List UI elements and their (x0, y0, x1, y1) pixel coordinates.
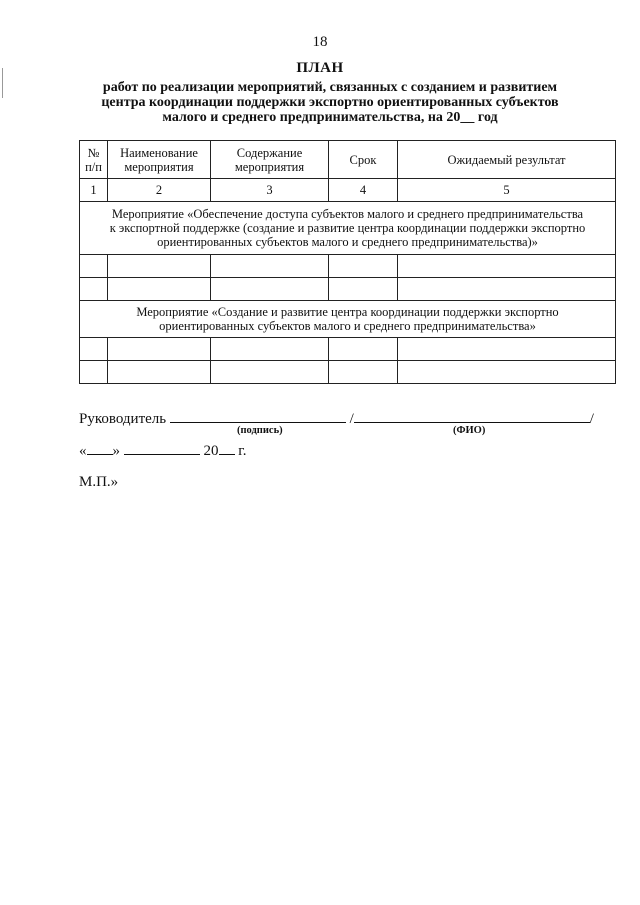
table-cell (80, 255, 108, 278)
year-prefix: 20 (203, 443, 219, 459)
date-line (79, 440, 246, 460)
table-cell (80, 361, 108, 384)
signature-label: Руководитель (79, 411, 167, 427)
table-cell (108, 338, 211, 361)
column-number: 4 (329, 179, 398, 202)
day-field (87, 440, 113, 455)
table-cell (80, 338, 108, 361)
signature-block (79, 408, 619, 468)
column-number: 3 (211, 179, 329, 202)
table-cell (329, 278, 398, 301)
table-row (80, 255, 616, 278)
table-cell (211, 338, 329, 361)
header-term: Срок (329, 141, 398, 179)
quote-close: » (112, 443, 120, 459)
section-title: Мероприятие «Создание и развитие центра координации поддержки экспортно ориентированных субъектов малого и среднего предпринимательства» (80, 301, 616, 338)
header-num: № п/п (80, 141, 108, 179)
table-cell (398, 338, 616, 361)
caption-signature: (подпись) (237, 425, 283, 436)
table-cell (329, 255, 398, 278)
table-cell (398, 361, 616, 384)
section-row (80, 202, 616, 255)
table-cell (80, 278, 108, 301)
table-header-row (80, 141, 616, 179)
header-result: Ожидаемый результат (398, 141, 616, 179)
document-title: ПЛАН (296, 60, 344, 76)
table-cell (108, 255, 211, 278)
name-field (354, 408, 590, 423)
column-number-row (80, 179, 616, 202)
subtitle-line: малого и среднего предпринимательства, на 20__ год (162, 110, 498, 125)
plan-table (79, 140, 616, 384)
header-name: Наименование мероприятия (108, 141, 211, 179)
caption-name: (ФИО) (453, 425, 486, 436)
signature-slash: / (349, 411, 354, 427)
year-suffix: г. (238, 443, 247, 459)
section-row (80, 301, 616, 338)
quote-open: « (79, 443, 87, 459)
table-cell (329, 361, 398, 384)
stamp-place: М.П.» (79, 474, 119, 490)
column-number: 1 (80, 179, 108, 202)
table-cell (211, 278, 329, 301)
table-cell (211, 361, 329, 384)
table-cell (211, 255, 329, 278)
page-number: 18 (312, 34, 328, 50)
year-field (219, 440, 235, 455)
table-cell (108, 278, 211, 301)
subtitle-line: центра координации поддержки экспортно ориентированных субъектов (101, 95, 559, 110)
table-cell (108, 361, 211, 384)
month-field (124, 440, 200, 455)
table-cell (329, 338, 398, 361)
column-number: 2 (108, 179, 211, 202)
column-number: 5 (398, 179, 616, 202)
table-cell (398, 278, 616, 301)
document-subtitle (60, 80, 600, 125)
table-cell (398, 255, 616, 278)
signature-field (170, 408, 346, 423)
signature-slash: / (589, 411, 594, 427)
signature-line (79, 408, 594, 428)
header-content: Содержание мероприятия (211, 141, 329, 179)
section-title: Мероприятие «Обеспечение доступа субъектов малого и среднего предпринимательства к экспортной поддержке (создание и развитие центра координации поддержки экспортно ориентированных субъектов малого и среднего предпринимательства)» (80, 202, 616, 255)
table-row (80, 361, 616, 384)
table-row (80, 278, 616, 301)
subtitle-line: работ по реализации мероприятий, связанных с созданием и развитием (102, 80, 558, 95)
table-row (80, 338, 616, 361)
